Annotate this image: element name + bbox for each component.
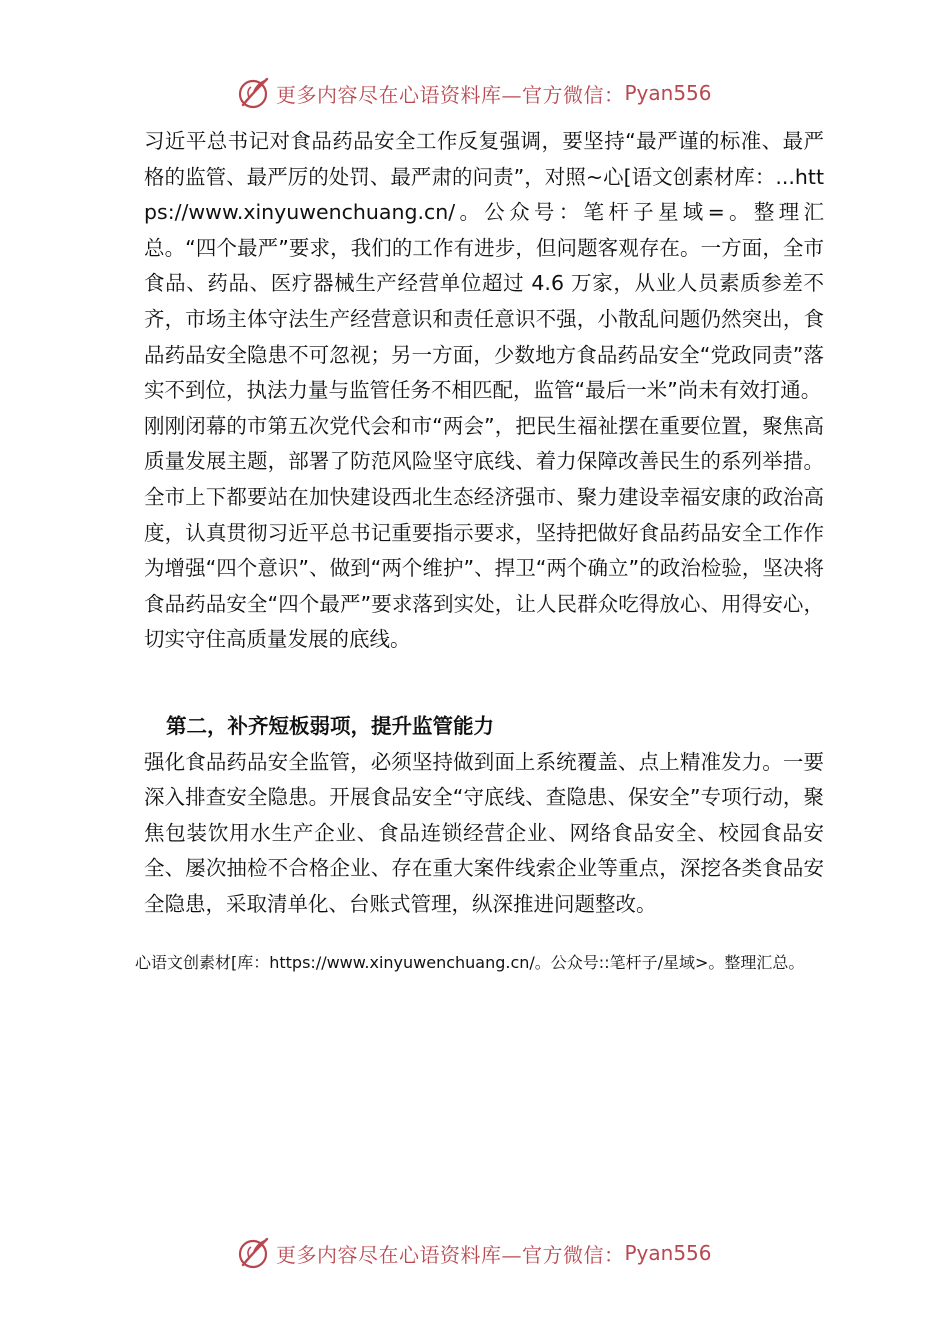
body-paragraph-1: 习近平总书记对食品药品安全工作反复强调，要坚持“最严谨的标准、最严格的监管、最严厉的处罚、最严肃的问责”，对照~心[语文创素材库：...https://www.xinyuwenchuang.cn/。公众号：笔杆子星域=。整理汇总。“四个最严”要求，我们的工作有进步，但问题客观存在。一方面，全市食品、药品、医疗器械生产经营单位超过 4.6 万家，从业人员素质参差不齐，市场主体守法生产经营意识和责任意识不强，小散乱问题仍然突出，食品药品安全隐患不可忽视；另一方面，少数地方食品药品安全“党政同责”落实不到位，执法力量与监管任务不相匹配，监管“最后一米”尚未有效打通。 — [144, 129, 824, 403]
section-paragraph-1: 强化食品药品安全监管，必须坚持做到面上系统覆盖、点上精准发力。一要深入排查安全隐患。开展食品安全“守底线、查隐患、保安全”专项行动，聚焦包装饮用水生产企业、食品连锁经营企业、网络食品安全、校园食品安全、屡次抽检不合格企业、存在重大案件线索企业等重点，深挖各类食品安全隐患，采取清单化、台账式管理，纵深推进问题整改。 — [144, 749, 824, 916]
banner-wechat-id: Pyan556 — [624, 81, 712, 105]
footer-banner — [236, 1234, 712, 1272]
body-paragraph-2: 刚刚闭幕的市第五次党代会和市“两会”，把民生福祉摆在重要位置，聚焦高质量发展主题，部署了防范风险坚守底线、着力保障改善民生的系列举措。全市上下都要站在加快建设西北生态经济强市、聚力建设幸福安康的政治高度，认真贯彻习近平总书记重要指示要求，坚持把做好食品药品安全工作作为增强“四个意识”、做到“两个维护”、捍卫“两个确立”的政治检验，坚决将食品药品安全“四个最严”要求落到实处，让人民群众吃得放心、用得安心，切实守住高质量发展的底线。 — [144, 413, 824, 652]
banner-text: 更多内容尽在心语资料库—官方微信： — [276, 82, 625, 107]
quill-logo-icon — [236, 1236, 270, 1270]
document-body — [144, 124, 824, 922]
header-banner — [236, 74, 712, 112]
quill-logo-icon — [236, 76, 270, 110]
footer-banner-text: 更多内容尽在心语资料库—官方微信： — [276, 1242, 625, 1267]
footer-banner-wechat-id: Pyan556 — [624, 1241, 712, 1265]
source-note: 心语文创素材[库：https://www.xinyuwenchuang.cn/。公众号::笔杆子/星域>。整理汇总。 — [135, 953, 805, 972]
section-heading: 第二，补齐短板弱项，提升监管能力 — [166, 713, 494, 738]
